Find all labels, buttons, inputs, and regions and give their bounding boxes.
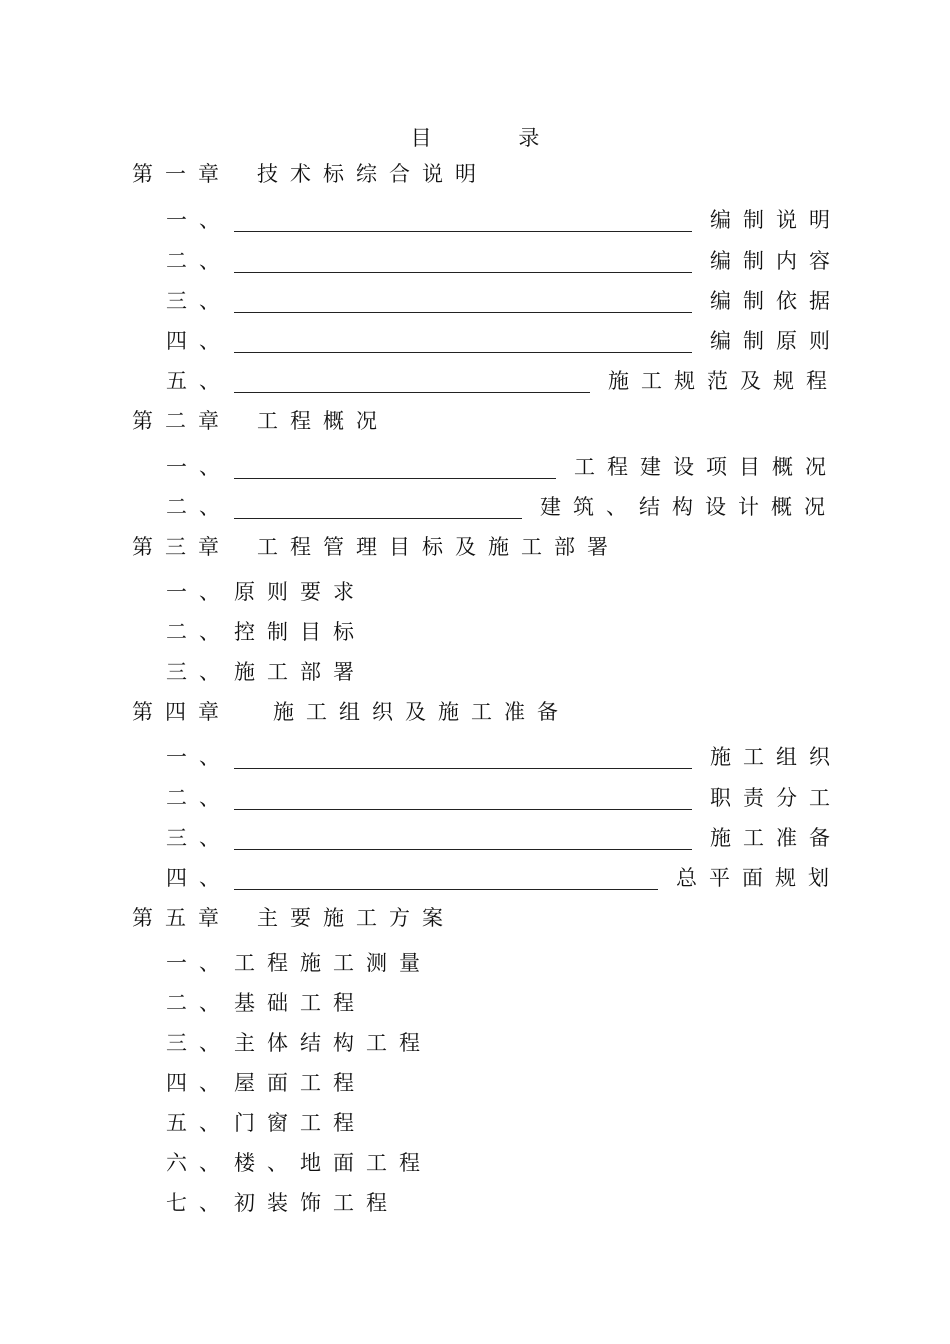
- toc-item[interactable]: [166, 822, 842, 852]
- item-title: 控制目标: [234, 620, 366, 644]
- item-number: 一、: [166, 745, 232, 769]
- toc-item[interactable]: [166, 741, 842, 771]
- chapter-title: 技术标综合说明: [257, 162, 488, 186]
- item-number: 一、: [166, 580, 232, 604]
- chapter-label: 第五章: [132, 906, 231, 930]
- leader-line: [234, 768, 692, 769]
- item-title: 编制依据: [710, 289, 842, 313]
- leader-line: [234, 518, 522, 519]
- toc-item[interactable]: [166, 862, 841, 892]
- chapter-5[interactable]: [132, 902, 455, 932]
- toc-item[interactable]: [166, 325, 842, 355]
- toc-item[interactable]: [166, 245, 842, 275]
- toc-item[interactable]: [166, 491, 837, 521]
- item-number: 四、: [166, 329, 232, 353]
- leader-line: [234, 809, 692, 810]
- item-title: 基础工程: [234, 991, 366, 1015]
- item-title: 工程施工测量: [234, 951, 432, 975]
- leader-line: [234, 849, 692, 850]
- item-title: 施工规范及规程: [608, 369, 839, 393]
- toc-item[interactable]: [166, 947, 432, 977]
- item-title: 编制说明: [710, 208, 842, 232]
- toc-item[interactable]: [166, 782, 842, 812]
- toc-item[interactable]: [166, 987, 366, 1017]
- leader-line: [234, 392, 590, 393]
- toc-item[interactable]: [166, 451, 838, 481]
- item-title: 总平面规划: [676, 866, 841, 890]
- item-title: 施工部署: [234, 660, 366, 684]
- chapter-2[interactable]: [132, 405, 389, 435]
- toc-item[interactable]: [166, 204, 842, 234]
- item-number: 三、: [166, 289, 232, 313]
- item-number: 一、: [166, 208, 232, 232]
- chapter-3[interactable]: [132, 531, 620, 561]
- item-number: 六、: [166, 1151, 232, 1175]
- item-number: 一、: [166, 455, 232, 479]
- toc-item[interactable]: [166, 1027, 432, 1057]
- chapter-label: 第二章: [132, 409, 231, 433]
- chapter-title: 工程概况: [257, 409, 389, 433]
- chapter-label: 第三章: [132, 535, 231, 559]
- item-number: 二、: [166, 249, 232, 273]
- leader-line: [234, 231, 692, 232]
- item-number: 七、: [166, 1191, 232, 1215]
- item-number: 二、: [166, 991, 232, 1015]
- item-number: 二、: [166, 495, 232, 519]
- item-number: 五、: [166, 369, 232, 393]
- chapter-label: 第一章: [132, 162, 231, 186]
- leader-line: [234, 352, 692, 353]
- toc-item[interactable]: [166, 616, 366, 646]
- item-number: 二、: [166, 786, 232, 810]
- item-title: 编制内容: [710, 249, 842, 273]
- item-title: 施工准备: [710, 826, 842, 850]
- item-number: 三、: [166, 826, 232, 850]
- item-title: 施工组织: [710, 745, 842, 769]
- chapter-1[interactable]: [132, 158, 488, 188]
- toc-item[interactable]: [166, 1067, 366, 1097]
- item-number: 一、: [166, 951, 232, 975]
- leader-line: [234, 312, 692, 313]
- item-number: 三、: [166, 660, 232, 684]
- item-title: 工程建设项目概况: [574, 455, 838, 479]
- leader-line: [234, 889, 658, 890]
- item-title: 原则要求: [234, 580, 366, 604]
- chapter-4[interactable]: [132, 696, 570, 726]
- item-title: 职责分工: [710, 786, 842, 810]
- toc-item[interactable]: [166, 285, 842, 315]
- chapter-title: 施工组织及施工准备: [273, 700, 570, 724]
- leader-line: [234, 478, 556, 479]
- chapter-title: 主要施工方案: [257, 906, 455, 930]
- item-title: 屋面工程: [234, 1071, 366, 1095]
- toc-item[interactable]: [166, 656, 366, 686]
- toc-item[interactable]: [166, 576, 366, 606]
- item-title: 主体结构工程: [234, 1031, 432, 1055]
- item-title: 编制原则: [710, 329, 842, 353]
- item-number: 二、: [166, 620, 232, 644]
- item-title: 建筑、结构设计概况: [540, 495, 837, 519]
- item-number: 四、: [166, 1071, 232, 1095]
- toc-item[interactable]: [166, 365, 839, 395]
- item-number: 四、: [166, 866, 232, 890]
- chapter-label: 第四章: [132, 700, 231, 724]
- item-number: 五、: [166, 1111, 232, 1135]
- toc-item[interactable]: [166, 1107, 366, 1137]
- toc-title: 目 录: [410, 126, 580, 150]
- toc-item[interactable]: [166, 1187, 399, 1217]
- item-title: 门窗工程: [234, 1111, 366, 1135]
- item-title: 楼、地面工程: [234, 1151, 432, 1175]
- leader-line: [234, 272, 692, 273]
- item-number: 三、: [166, 1031, 232, 1055]
- item-title: 初装饰工程: [234, 1191, 399, 1215]
- chapter-title: 工程管理目标及施工部署: [257, 535, 620, 559]
- toc-item[interactable]: [166, 1147, 432, 1177]
